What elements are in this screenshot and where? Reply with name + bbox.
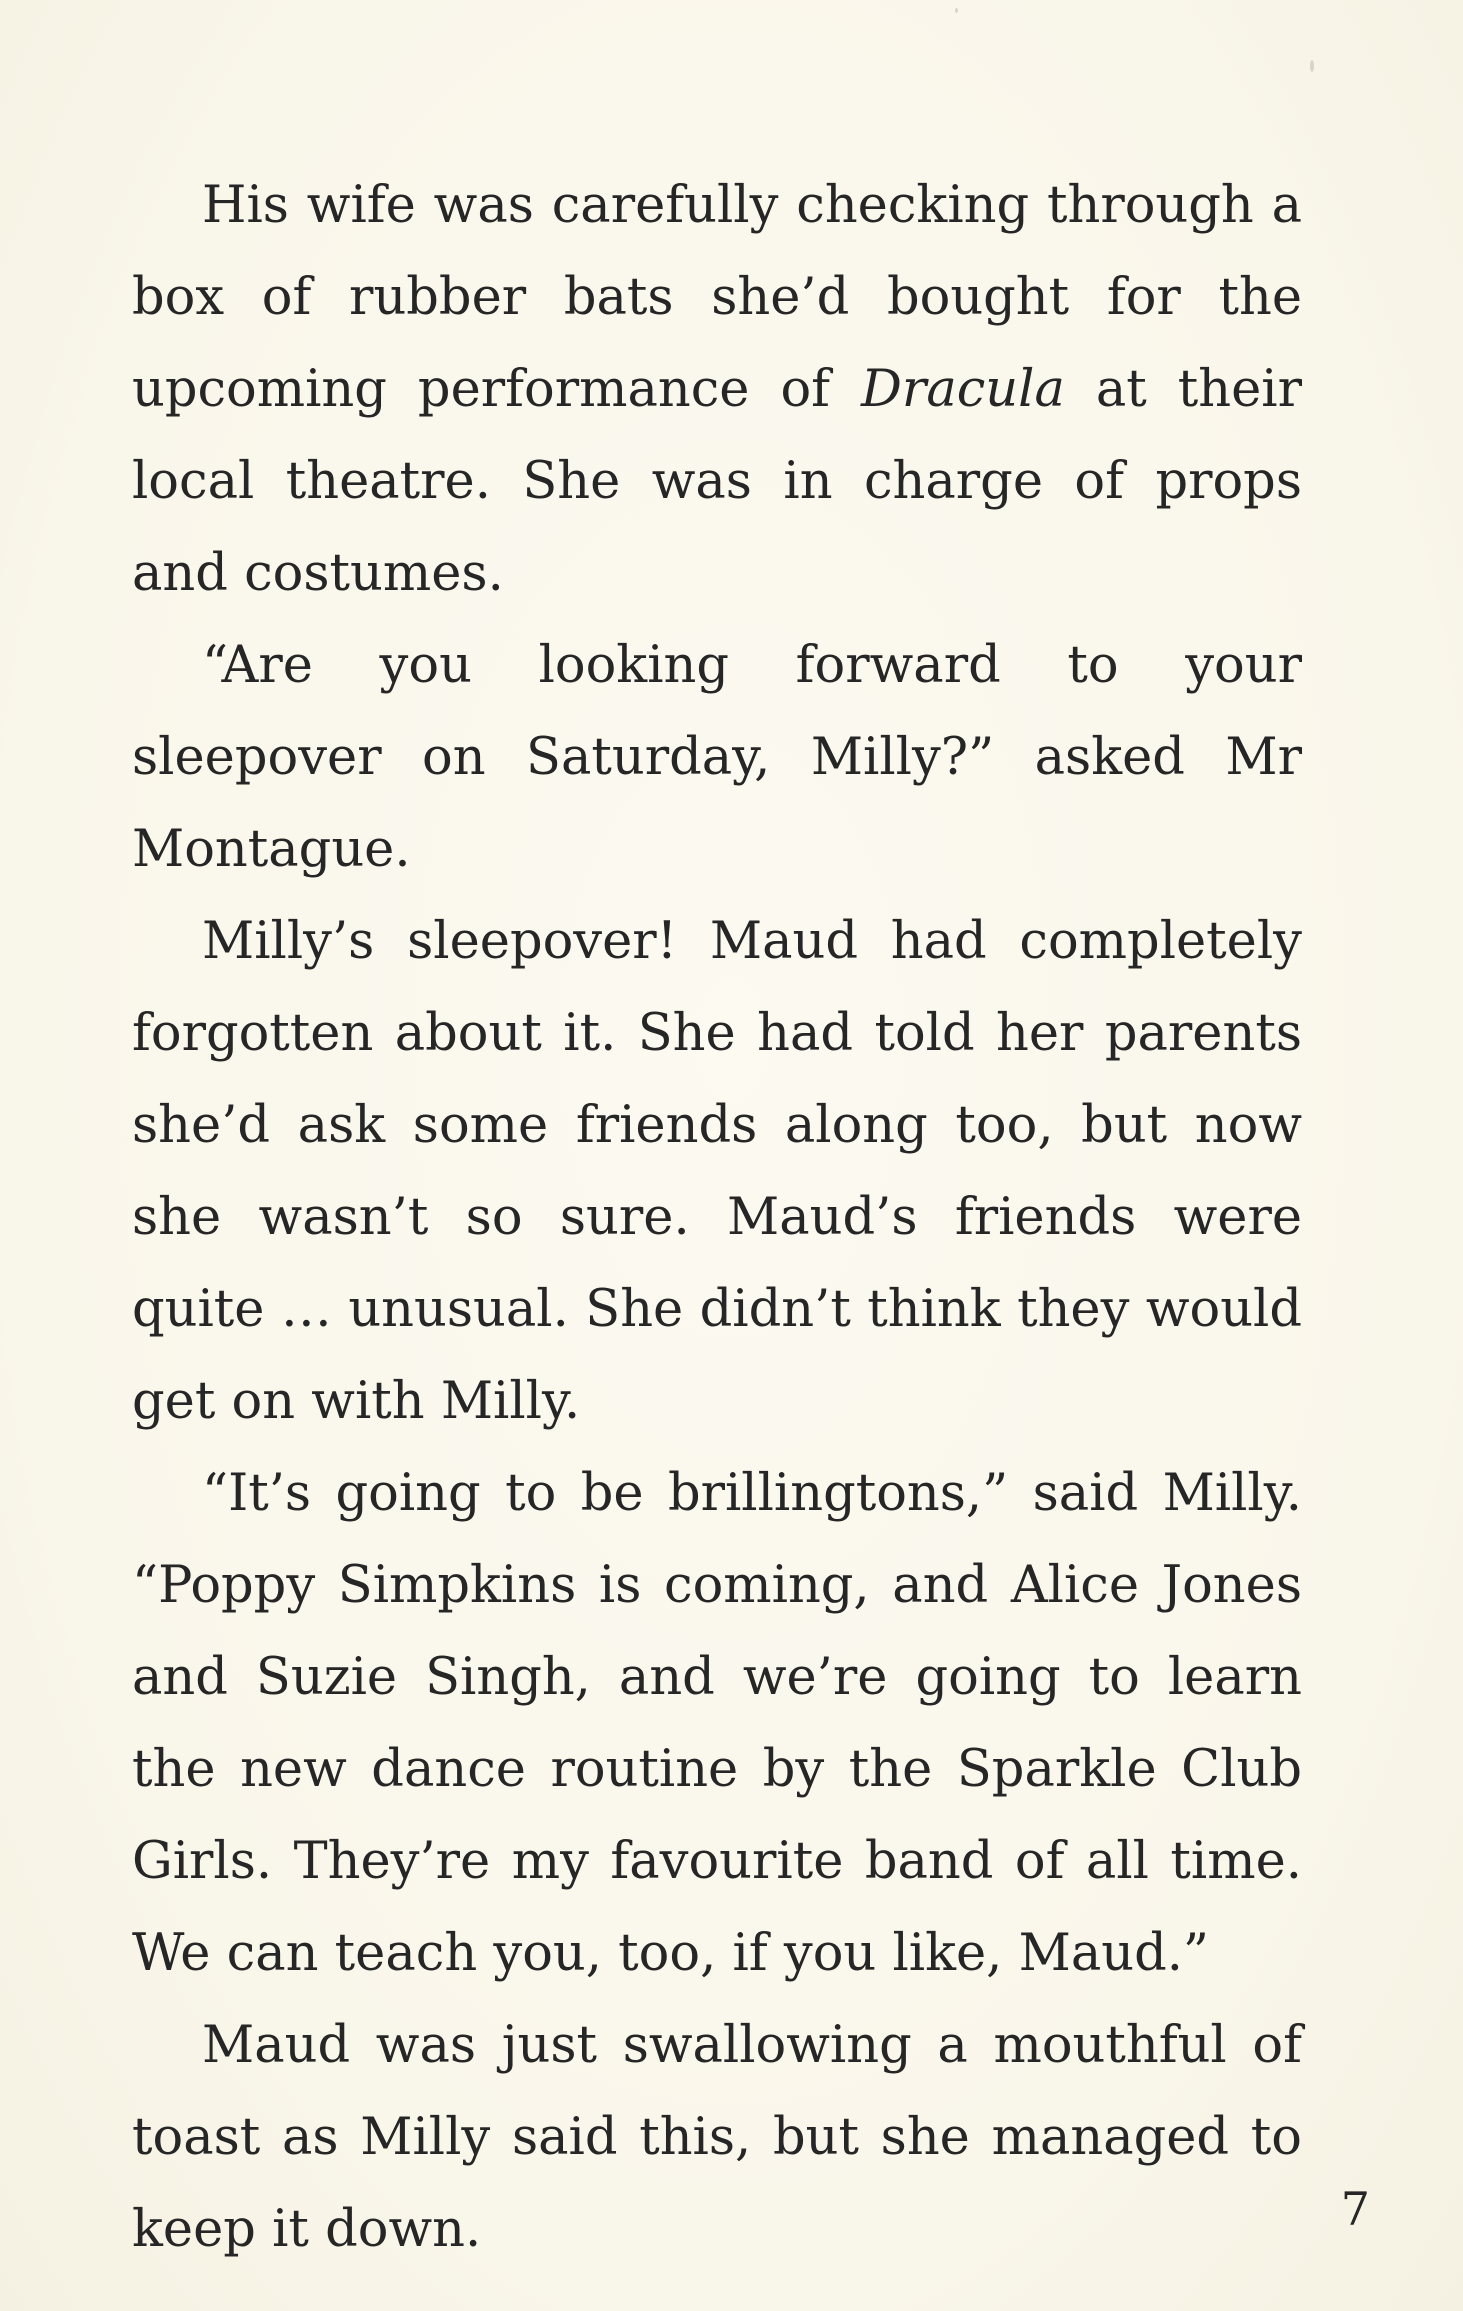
paragraph-5: Maud was just swallowing a mouthful of toast as Milly said this, but she managed to keep it down. (132, 2016, 1302, 2259)
paragraph-2: “Are you looking forward to your sleepover on Saturday, Milly?” asked Mr Montague. (132, 636, 1302, 879)
book-title-italic: Dracula (861, 360, 1065, 419)
paragraph-4: “It’s going to be brillingtons,” said Milly. “Poppy Simpkins is coming, and Alice Jones and Suzie Singh, and we’re going to learn the new dance routine by the Sparkle Club Girls. They’re my favourite band of all time. We can teach you, too, if you like, Maud.” (132, 1464, 1302, 1983)
paragraph-1-after: at their local theatre. She was in charge of props and costumes. (132, 360, 1302, 603)
paragraph-1-before: His wife was carefully checking through a box of rubber bats she’d bought for the upcoming performance of (132, 176, 1302, 419)
paper-speck (955, 8, 958, 13)
page-number: 7 (1340, 2182, 1370, 2236)
body-text (132, 160, 1302, 2276)
paragraph-1 (132, 160, 1302, 620)
paragraph-3: Milly’s sleepover! Maud had completely forgotten about it. She had told her parents she’d ask some friends along too, but now she wasn’t so sure. Maud’s friends were quite … unusual. She didn’t think they would get on with Milly. (132, 912, 1302, 1431)
paper-speck (1310, 60, 1314, 72)
